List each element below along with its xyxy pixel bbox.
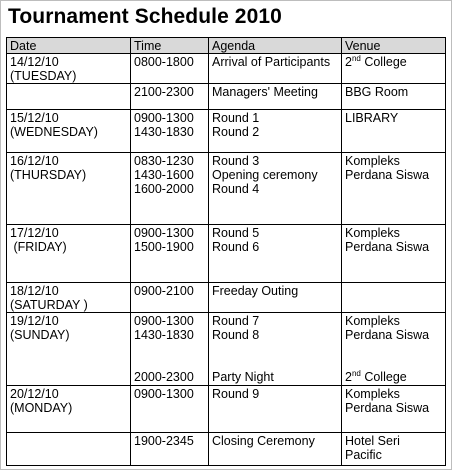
venue-cell-line: 2nd College: [345, 369, 407, 384]
time-cell-line: 1430-1830: [134, 125, 194, 139]
table-row: [7, 225, 446, 283]
date-cell-line: (WEDNESDAY): [10, 125, 98, 139]
header-agenda: Agenda: [209, 38, 342, 54]
venue-cell: [342, 283, 446, 313]
agenda-cell-line: Freeday Outing: [212, 284, 299, 298]
venue-cell: [342, 313, 446, 386]
agenda-cell: [209, 433, 342, 466]
date-cell: [7, 283, 131, 313]
agenda-cell: [209, 313, 342, 386]
table-row: [7, 153, 446, 225]
agenda-cell: [209, 110, 342, 153]
table-row: [7, 313, 446, 386]
venue-cell: [342, 84, 446, 110]
header-venue: Venue: [342, 38, 446, 54]
time-cell-line: 0900-1300: [134, 111, 194, 125]
date-cell: [7, 433, 131, 466]
venue-cell-line: Perdana Siswa: [345, 168, 430, 182]
date-cell-line: 14/12/10: [10, 55, 59, 69]
venue-cell: [342, 433, 446, 466]
date-cell-line: (FRIDAY): [10, 240, 67, 254]
time-cell-line: 1430-1600: [134, 168, 194, 182]
date-cell: [7, 153, 131, 225]
venue-cell-line: LIBRARY: [345, 111, 399, 125]
time-cell-line: 0900-1300: [134, 387, 194, 401]
date-cell-line: (THURSDAY): [10, 168, 87, 182]
date-cell-line: 17/12/10: [10, 226, 59, 240]
table-row: [7, 54, 446, 84]
venue-cell-line: 2nd College: [345, 54, 407, 69]
agenda-cell: [209, 153, 342, 225]
venue-cell: [342, 110, 446, 153]
time-cell: [131, 433, 209, 466]
agenda-cell-line: Opening ceremony: [212, 168, 318, 182]
date-cell-line: 19/12/10: [10, 314, 59, 328]
time-cell-line: 0900-1300: [134, 226, 194, 240]
table-row: [7, 433, 446, 466]
venue-cell-line: Perdana Siswa: [345, 240, 430, 254]
date-cell: [7, 84, 131, 110]
date-cell: [7, 54, 131, 84]
agenda-cell: [209, 386, 342, 433]
schedule-table: [6, 37, 446, 466]
date-cell: [7, 313, 131, 386]
time-cell-line: 2000-2300: [134, 370, 194, 384]
venue-cell-line: Kompleks: [345, 154, 400, 168]
date-cell: [7, 110, 131, 153]
venue-cell-line: Kompleks: [345, 314, 400, 328]
agenda-cell-line: Round 9: [212, 387, 260, 401]
date-cell-line: (TUESDAY): [10, 69, 77, 83]
time-cell-line: [134, 342, 205, 356]
agenda-cell-line: Round 8: [212, 328, 260, 342]
date-cell-line: 18/12/10: [10, 284, 59, 298]
agenda-cell-line: [212, 342, 338, 356]
agenda-cell-line: Round 7: [212, 314, 260, 328]
agenda-cell-line: Round 6: [212, 240, 260, 254]
venue-cell-line: Pacific: [345, 448, 382, 462]
venue-cell: [342, 386, 446, 433]
table-row: [7, 386, 446, 433]
agenda-cell-line: Round 5: [212, 226, 260, 240]
venue-cell-line: Perdana Siswa: [345, 401, 430, 415]
agenda-cell-line: [212, 356, 338, 370]
time-cell-line: 1430-1830: [134, 328, 194, 342]
date-cell-line: 20/12/10: [10, 387, 59, 401]
time-cell: [131, 313, 209, 386]
venue-cell-line: [345, 342, 442, 356]
header-time: Time: [131, 38, 209, 54]
time-cell: [131, 283, 209, 313]
agenda-cell-line: Arrival of Participants: [212, 55, 331, 69]
agenda-cell: [209, 225, 342, 283]
time-cell-line: [134, 356, 205, 370]
agenda-cell: [209, 84, 342, 110]
time-cell-line: 1500-1900: [134, 240, 194, 254]
venue-cell-line: [345, 356, 442, 370]
time-cell: [131, 386, 209, 433]
venue-cell: [342, 225, 446, 283]
page-title: Tournament Schedule 2010: [8, 5, 282, 28]
agenda-cell-line: Managers' Meeting: [212, 85, 318, 99]
table-row: [7, 84, 446, 110]
time-cell: [131, 54, 209, 84]
agenda-cell-line: Round 2: [212, 125, 260, 139]
venue-cell: [342, 153, 446, 225]
venue-cell-line: Hotel Seri: [345, 434, 400, 448]
table-row: [7, 110, 446, 153]
date-cell-line: 15/12/10: [10, 111, 59, 125]
agenda-cell-line: Party Night: [212, 370, 274, 384]
time-cell: [131, 110, 209, 153]
agenda-cell-line: Round 3: [212, 154, 260, 168]
time-cell: [131, 153, 209, 225]
date-cell-line: 16/12/10: [10, 154, 59, 168]
date-cell: [7, 225, 131, 283]
venue-cell-line: Kompleks: [345, 387, 400, 401]
time-cell-line: 0900-2100: [134, 284, 194, 298]
time-cell-line: 0900-1300: [134, 314, 194, 328]
header-row: [7, 38, 446, 54]
time-cell-line: 0800-1800: [134, 55, 194, 69]
venue-cell: [342, 54, 446, 84]
agenda-cell-line: Round 1: [212, 111, 260, 125]
date-cell-line: (MONDAY): [10, 401, 73, 415]
time-cell-line: 2100-2300: [134, 85, 194, 99]
time-cell-line: 1600-2000: [134, 182, 194, 196]
agenda-cell-line: Round 4: [212, 182, 260, 196]
ordinal-suffix: nd: [351, 369, 361, 378]
agenda-cell: [209, 283, 342, 313]
time-cell-line: 1900-2345: [134, 434, 194, 448]
header-date: Date: [7, 38, 131, 54]
venue-cell-line: Perdana Siswa: [345, 328, 430, 342]
ordinal-suffix: nd: [351, 54, 361, 63]
time-cell: [131, 84, 209, 110]
agenda-cell-line: Closing Ceremony: [212, 434, 315, 448]
date-cell-line: (SUNDAY): [10, 328, 70, 342]
time-cell-line: 0830-1230: [134, 154, 194, 168]
time-cell: [131, 225, 209, 283]
table-row: [7, 283, 446, 313]
venue-cell-line: BBG Room: [345, 85, 409, 99]
agenda-cell: [209, 54, 342, 84]
date-cell-line: (SATURDAY ): [10, 298, 88, 312]
date-cell: [7, 386, 131, 433]
venue-cell-line: Kompleks: [345, 226, 400, 240]
